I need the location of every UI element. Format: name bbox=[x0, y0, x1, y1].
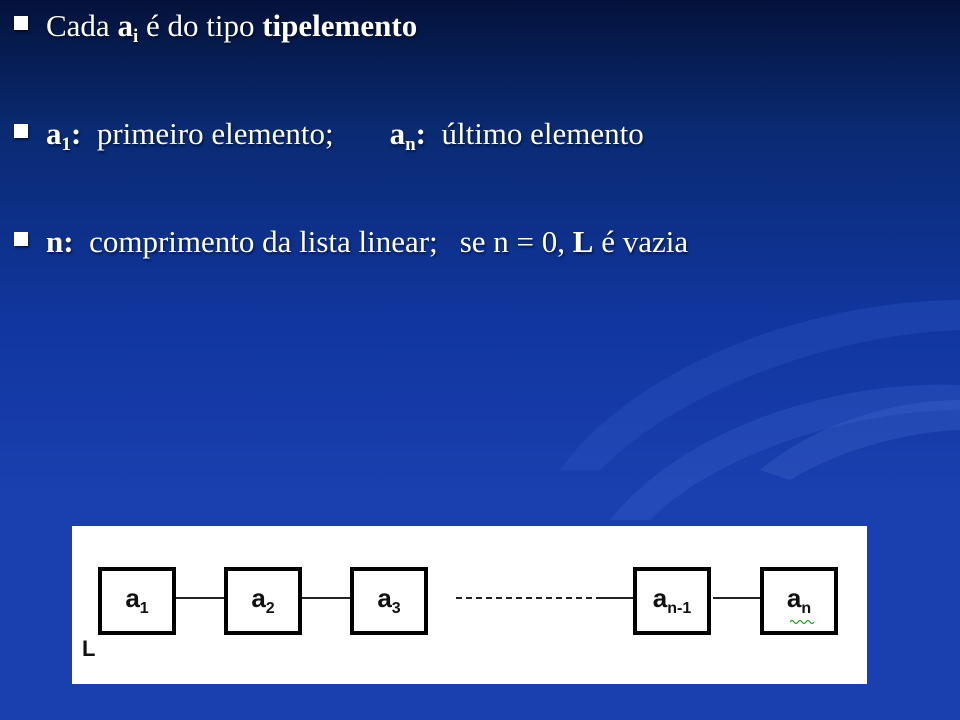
bullet-1-type: tipelemento bbox=[262, 8, 418, 43]
bullet-1-prefix: Cada bbox=[46, 8, 118, 43]
bullet-item-2 bbox=[14, 116, 644, 155]
connector-line bbox=[713, 597, 760, 599]
bullet-2-an: a bbox=[389, 116, 406, 151]
bullet-1-a-sub: i bbox=[132, 26, 139, 47]
list-node-3 bbox=[350, 567, 428, 635]
bullet-2-colon-1: : bbox=[71, 116, 82, 151]
connector-line bbox=[301, 597, 351, 599]
bullet-2-an-sub: n bbox=[405, 134, 416, 155]
bullet-item-3 bbox=[14, 224, 688, 260]
ellipsis-dashed-line bbox=[456, 597, 602, 599]
bullet-3-L: L bbox=[572, 224, 594, 259]
node-2-base: a bbox=[251, 583, 266, 613]
node-2-sub: 2 bbox=[265, 600, 275, 617]
node-n-sub: n bbox=[801, 600, 812, 617]
bullet-2-text bbox=[46, 116, 644, 155]
node-3-sub: 3 bbox=[391, 600, 401, 617]
bullet-3-desc: comprimento da lista linear; bbox=[73, 224, 438, 259]
node-n-1-sub: n-1 bbox=[667, 600, 692, 617]
bullet-2-colon-2: : bbox=[415, 116, 426, 151]
node-n-1-base: a bbox=[652, 583, 668, 613]
list-node-n bbox=[760, 567, 838, 635]
bullet-2-first-desc: primeiro elemento; bbox=[81, 116, 334, 151]
bullet-2-a1: a bbox=[46, 116, 62, 151]
bullet-marker-icon bbox=[14, 232, 28, 246]
connector-line bbox=[176, 597, 226, 599]
bullet-2-last-desc: último elemento bbox=[425, 116, 644, 151]
list-label: L bbox=[82, 636, 96, 661]
bullet-marker-icon bbox=[14, 124, 28, 138]
node-3-base: a bbox=[377, 583, 392, 613]
bullet-1-a: a bbox=[117, 8, 133, 43]
list-node-n-minus-1 bbox=[633, 567, 711, 635]
bullet-2-a1-sub: 1 bbox=[61, 134, 71, 155]
bullet-3-n: n: bbox=[46, 224, 74, 259]
linked-list-diagram bbox=[72, 526, 867, 684]
bullet-3-text bbox=[46, 224, 688, 260]
bullet-marker-icon bbox=[14, 16, 28, 30]
node-1-sub: 1 bbox=[139, 600, 149, 617]
bullet-3-suffix: é vazia bbox=[593, 224, 689, 259]
connector-line bbox=[602, 597, 634, 599]
list-node-1 bbox=[98, 567, 176, 635]
bullet-item-1 bbox=[14, 8, 418, 47]
list-node-2 bbox=[224, 567, 302, 635]
bullet-1-middle: é do tipo bbox=[138, 8, 263, 43]
node-1-base: a bbox=[125, 583, 140, 613]
spellcheck-squiggle-icon bbox=[790, 619, 816, 625]
bullet-1-text bbox=[46, 8, 418, 47]
bullet-3-condition: se n = 0, bbox=[459, 224, 573, 259]
node-n-base: a bbox=[786, 583, 802, 613]
